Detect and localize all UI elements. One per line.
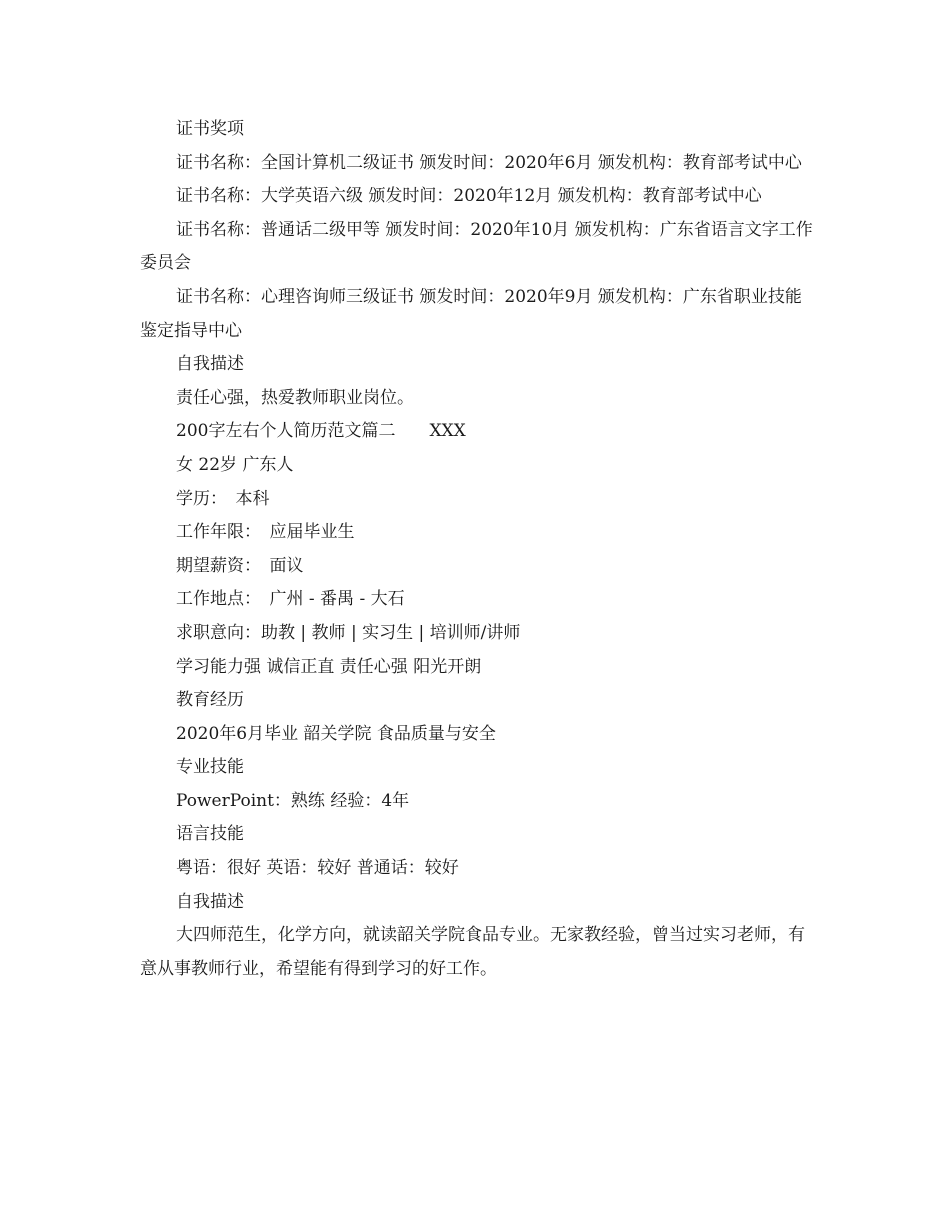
- education-level: 学历： 本科: [176, 488, 270, 509]
- skill-entry: PowerPoint：熟练 经验：4年: [176, 790, 410, 811]
- certificate-mandarin: 证书名称：普通话二级甲等 颁发时间：2020年10月 颁发机构：广东省语言文字工作委员会: [140, 219, 813, 274]
- resume-title-2: 200字左右个人简历范文篇二 XXX: [176, 421, 466, 442]
- personal-tags: 学习能力强 诚信正直 责任心强 阳光开朗: [176, 656, 482, 677]
- education-entry: 2020年6月毕业 韶关学院 食品质量与安全: [176, 723, 496, 744]
- section-heading-skills: 专业技能: [176, 757, 244, 778]
- section-heading-self-description: 自我描述: [176, 354, 244, 375]
- personal-info: 女 22岁 广东人: [176, 454, 294, 475]
- certificate-psychology: 证书名称：心理咨询师三级证书 颁发时间：2020年9月 颁发机构：广东省职业技能鉴定指导中心: [140, 286, 802, 341]
- expected-salary: 期望薪资： 面议: [176, 555, 304, 576]
- language-entry: 粤语：很好 英语：较好 普通话：较好: [176, 858, 459, 879]
- self-description-text: 责任心强，热爱教师职业岗位。: [176, 387, 414, 408]
- section-heading-languages: 语言技能: [176, 824, 244, 845]
- self-description-text-2: 大四师范生，化学方向，就读韶关学院食品专业。无家教经验，曾当过实习老师，有意从事教师行业，希望能有得到学习的好工作。: [140, 925, 805, 979]
- certificate-computer: 证书名称：全国计算机二级证书 颁发时间：2020年6月 颁发机构：教育部考试中心: [176, 152, 802, 173]
- section-heading-certificates: 证书奖项: [176, 119, 244, 139]
- work-location: 工作地点： 广州 - 番禺 - 大石: [176, 589, 405, 610]
- work-years: 工作年限： 应届毕业生: [176, 522, 355, 543]
- document-page: [140, 113, 815, 986]
- section-heading-self-description-2: 自我描述: [176, 891, 244, 912]
- section-heading-education: 教育经历: [176, 690, 244, 711]
- job-intention: 求职意向：助教 | 教师 | 实习生 | 培训师/讲师: [176, 622, 521, 643]
- certificate-english: 证书名称：大学英语六级 颁发时间：2020年12月 颁发机构：教育部考试中心: [176, 186, 762, 207]
